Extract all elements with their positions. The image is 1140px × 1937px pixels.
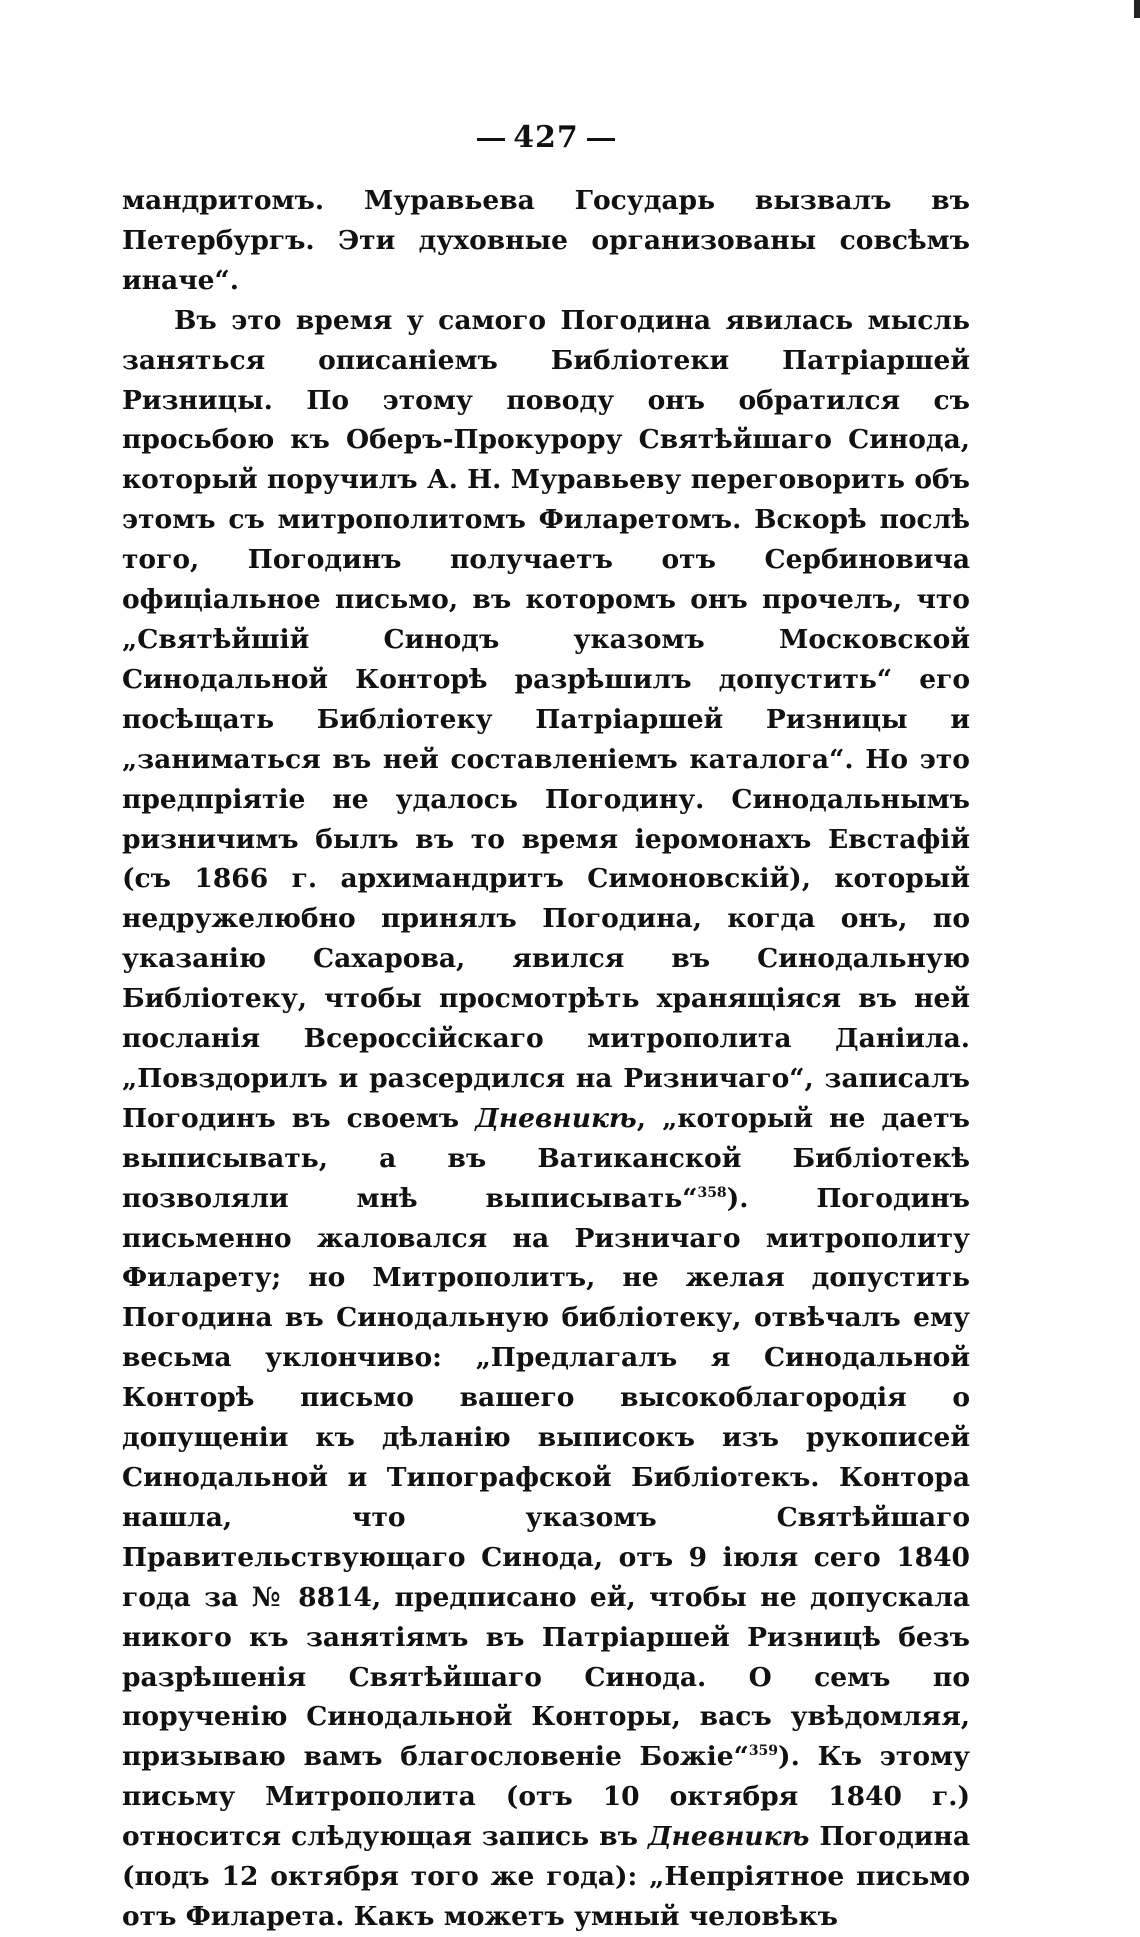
page-number <box>122 120 970 155</box>
paragraph <box>122 181 970 301</box>
page-number-value: 427 <box>513 120 579 155</box>
footnote-ref: 359 <box>748 1743 779 1760</box>
italic-title: Дневникѣ <box>475 1102 637 1134</box>
italic-title: Дневникѣ <box>647 1821 810 1853</box>
paragraph <box>122 301 970 1937</box>
book-page <box>122 120 970 1937</box>
text-segment: , „который не даетъ выписывать, а въ Ватиканской Библіотекѣ позволяли мнѣ выписывать“ <box>122 1102 970 1214</box>
text-segment: мандритомъ. Муравьева Государь вызвалъ въ Петербургъ. Эти духовные организованы совсѣмъ иначе“. <box>122 185 970 296</box>
text-segment: ). Къ этому письму Митрополита (отъ 10 октября 1840 г.) относится слѣдующая запись въ <box>122 1741 970 1853</box>
footnote-ref: 358 <box>697 1184 727 1201</box>
scan-edge-mark <box>1134 0 1140 18</box>
page-number-dash-right <box>587 138 615 141</box>
text-segment: Въ это время у самого Погодина явилась мысль заняться описаніемъ Библіотеки Патріаршей Ризницы. По этому поводу онъ обратился съ просьбою къ Оберъ-Прокурору Святѣйшаго Синода, который поручилъ А. Н. Муравьеву переговорить объ этомъ съ митрополитомъ Филаретомъ. Вскорѣ послѣ того, Погодинъ получаетъ отъ Сербиновича офиціальное письмо, въ которомъ онъ прочелъ, что „Святѣйшій Синодъ указомъ Московской Синодальной Конторѣ разрѣшилъ допустить“ его посѣщать Библіотеку Патріаршей Ризницы и „заниматься въ ней составленіемъ каталога“. Но это предпріятіе не удалось Погодину. Синодальнымъ ризничимъ былъ въ то время іеромонахъ Евстафій (съ 1866 г. архимандритъ Симоновскій), который недружелюбно принялъ Погодина, когда онъ, по указанію Сахарова, явился въ Синодальную Библіотеку, чтобы просмотрѣть хранящіяся въ ней посланія Всероссійскаго митрополита Даніила. „Повздорилъ и разсердился на Ризничаго“, записалъ Погодинъ въ своемъ <box>122 304 970 1134</box>
page-number-dash-left <box>477 138 505 141</box>
text-segment: Погодина (подъ 12 октября того же года): „Непріятное письмо отъ Филарета. Какъ можетъ умный человѣкъ <box>122 1821 970 1932</box>
body-text <box>122 181 970 1937</box>
text-segment: ). Погодинъ письменно жаловался на Ризничаго митрополиту Филарету; но Митрополитъ, не желая допустить Погодина въ Синодальную библіотеку, отвѣчалъ ему весьма уклончиво: „Предлагалъ я Синодальной Конторѣ письмо вашего высокоблагородія о допущеніи къ дѣланію выписокъ изъ рукописей Синодальной и Типографской Библіотекъ. Контора нашла, что указомъ Святѣйшаго Правительствующаго Синода, отъ 9 іюля сего 1840 года за № 8814, предписано ей, чтобы не допускала никого къ занятіямъ въ Патріаршей Ризницѣ безъ разрѣшенія Святѣйшаго Синода. О семъ по порученію Синодальной Конторы, васъ увѣдомляя, призываю вамъ благословеніе Божіе“ <box>122 1182 970 1773</box>
